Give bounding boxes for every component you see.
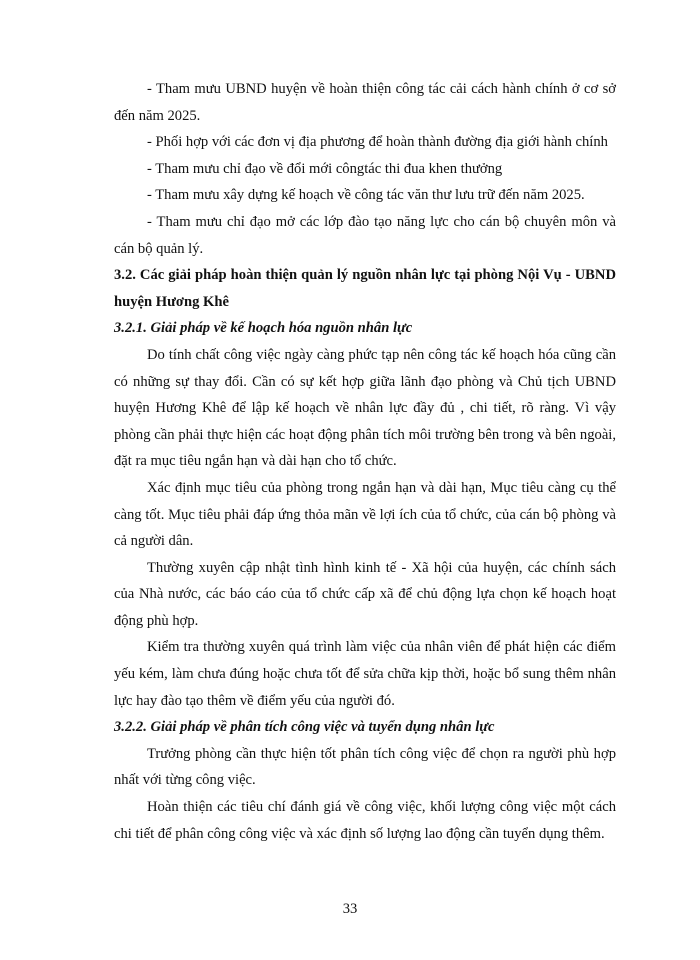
section-heading: 3.2. Các giải pháp hoàn thiện quản lý nguồn nhân lực tại phòng Nội Vụ - UBND huyện Hương Khê [114,267,616,310]
paragraph: Hoàn thiện các tiêu chí đánh giá về công việc, khối lượng công việc một cách chi tiết để phân công công việc và xác định số lượng lao động cần tuyển dụng thêm. [114,799,616,842]
paragraph: - Phối hợp với các đơn vị địa phương để hoàn thành đường địa giới hành chính [147,134,608,151]
paragraph: - Tham mưu chỉ đạo mở các lớp đào tạo năng lực cho cán bộ chuyên môn và cán bộ quản lý. [114,213,616,257]
paragraph: - Tham mưu xây dựng kế hoạch về công tác văn thư lưu trữ đến năm 2025. [147,187,585,204]
paragraph: - Tham mưu chỉ đạo về đổi mới côngtác thi đua khen thưởng [147,160,503,177]
paragraph: Kiểm tra thường xuyên quá trình làm việc của nhân viên để phát hiện các điểm yếu kém, làm chưa đúng hoặc chưa tốt để sửa chữa kịp thời, hoặc bổ sung thêm nhân lực hay đào tạo thêm về điểm yếu của người đó. [114,639,616,709]
paragraph: Thường xuyên cập nhật tình hình kinh tế - Xã hội của huyện, các chính sách của Nhà nước, các báo cáo của tổ chức cấp xã để chủ động lựa chọn kế hoạch hoạt động phù hợp. [114,559,616,629]
paragraph: - Tham mưu UBND huyện về hoàn thiện công tác cải cách hành chính ở cơ sở đến năm 2025. [114,81,616,124]
subsection-heading: 3.2.2. Giải pháp về phân tích công việc và tuyển dụng nhân lực [114,719,495,736]
paragraph: Do tính chất công việc ngày càng phức tạp nên công tác kế hoạch hóa cũng cần có những sự thay đổi. Cần có sự kết hợp giữa lãnh đạo phòng và Chủ tịch UBND huyện Hương Khê để lập kế hoạch về nhân lực đầy đủ , chi tiết, rõ ràng. Vì vậy phòng cần phải thực hiện các hoạt động phân tích môi trường bên trong và bên ngoài, đặt ra mục tiêu ngắn hạn và dài hạn cho tổ chức. [114,346,616,470]
paragraph: Trưởng phòng cần thực hiện tốt phân tích công việc để chọn ra người phù hợp nhất với từng công việc. [114,745,616,789]
subsection-heading: 3.2.1. Giải pháp về kế hoạch hóa nguồn nhân lực [114,320,413,337]
page-content [114,76,616,847]
paragraph: Xác định mục tiêu của phòng trong ngắn hạn và dài hạn, Mục tiêu càng cụ thể càng tốt. Mục tiêu phải đáp ứng thỏa mãn về lợi ích của tổ chức, của cán bộ phòng và cả người dân. [114,479,616,550]
page-number: 33 [342,901,358,917]
